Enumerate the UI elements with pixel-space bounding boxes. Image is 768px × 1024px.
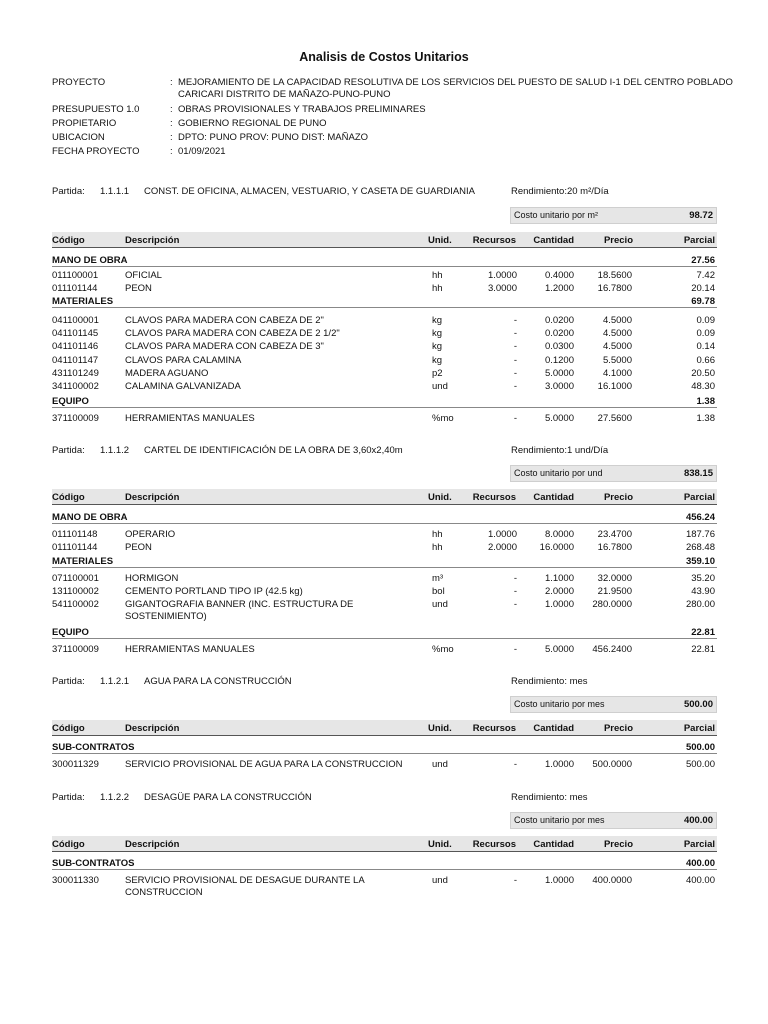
cell-codigo: 041101147 bbox=[52, 355, 99, 366]
category-row bbox=[52, 512, 717, 524]
table-header bbox=[52, 836, 717, 852]
category-name: SUB-CONTRATOS bbox=[52, 858, 135, 869]
cell-parcial: 1.38 bbox=[696, 413, 715, 424]
cell-precio: 27.5600 bbox=[597, 413, 632, 424]
header-colon: : bbox=[170, 77, 173, 88]
table-header bbox=[52, 232, 717, 248]
cell-parcial: 20.14 bbox=[691, 283, 715, 294]
cell-cantidad: 5.0000 bbox=[544, 644, 574, 655]
partida-code: 1.1.1.2 bbox=[100, 445, 130, 456]
cell-recursos: 1.0000 bbox=[487, 270, 517, 281]
unit-cost-box bbox=[510, 812, 717, 829]
cell-unid: hh bbox=[432, 270, 443, 281]
cell-descripcion: HERRAMIENTAS MANUALES bbox=[125, 413, 255, 424]
partida-name: CONST. DE OFICINA, ALMACEN, VESTUARIO, Y CASETA DE GUARDIANIA bbox=[144, 186, 475, 197]
cell-parcial: 7.42 bbox=[696, 270, 715, 281]
partida-rendimiento: Rendimiento: mes bbox=[511, 792, 588, 803]
cell-recursos: 1.0000 bbox=[487, 529, 517, 540]
col-recursos: Recursos bbox=[472, 723, 516, 734]
cell-precio: 4.1000 bbox=[602, 368, 632, 379]
cell-precio: 500.0000 bbox=[592, 759, 632, 770]
cell-codigo: 341100002 bbox=[52, 381, 99, 392]
cell-descripcion: OFICIAL bbox=[125, 270, 162, 281]
cell-precio: 16.1000 bbox=[597, 381, 632, 392]
cell-precio: 456.2400 bbox=[592, 644, 632, 655]
cell-precio: 23.4700 bbox=[597, 529, 632, 540]
cell-cantidad: 5.0000 bbox=[544, 368, 574, 379]
partida-rendimiento: Rendimiento:20 m²/Día bbox=[511, 186, 609, 197]
cell-recursos: - bbox=[513, 381, 517, 392]
category-total: 22.81 bbox=[691, 627, 715, 638]
col-codigo: Código bbox=[52, 492, 85, 503]
unit-cost-value: 98.72 bbox=[689, 210, 713, 221]
cell-cantidad: 1.0000 bbox=[544, 759, 574, 770]
header-value: DPTO: PUNO PROV: PUNO DIST: MAÑAZO bbox=[178, 132, 369, 143]
cell-precio: 16.7800 bbox=[597, 283, 632, 294]
partida-code: 1.1.2.2 bbox=[100, 792, 130, 803]
header-label: PROPIETARIO bbox=[52, 118, 117, 129]
document-title: Analisis de Costos Unitarios bbox=[299, 50, 469, 64]
cell-unid: %mo bbox=[432, 644, 454, 655]
cell-parcial: 268.48 bbox=[685, 542, 715, 553]
partida-name: CARTEL DE IDENTIFICACIÓN DE LA OBRA DE 3,60x2,40m bbox=[144, 445, 403, 456]
col-descripcion: Descripción bbox=[125, 235, 180, 246]
unit-cost-value: 400.00 bbox=[683, 815, 713, 826]
cell-precio: 4.5000 bbox=[602, 341, 632, 352]
col-descripcion: Descripción bbox=[125, 492, 180, 503]
partida-code: 1.1.2.1 bbox=[100, 676, 130, 687]
col-precio: Precio bbox=[603, 723, 633, 734]
col-cantidad: Cantidad bbox=[533, 723, 574, 734]
category-row bbox=[52, 627, 717, 639]
header-value: MEJORAMIENTO DE LA CAPACIDAD RESOLUTIVA DE LOS SERVICIOS DEL PUESTO DE SALUD I-1 DEL CENTRO POBLADO CARICARI DISTRITO DE MAÑAZO-PUNO-PUNO bbox=[178, 77, 733, 100]
cell-parcial: 0.66 bbox=[696, 355, 715, 366]
partida-name: AGUA PARA LA CONSTRUCCIÓN bbox=[144, 676, 292, 687]
cell-codigo: 041101146 bbox=[52, 341, 99, 352]
cell-unid: kg bbox=[432, 341, 443, 352]
cell-parcial: 0.09 bbox=[696, 328, 715, 339]
cell-descripcion: CLAVOS PARA MADERA CON CABEZA DE 2" bbox=[125, 315, 324, 326]
unit-cost-box bbox=[510, 696, 717, 713]
header-label: FECHA PROYECTO bbox=[52, 146, 140, 157]
header-label: PRESUPUESTO 1.0 bbox=[52, 104, 140, 115]
cell-parcial: 43.90 bbox=[691, 586, 715, 597]
cell-recursos: 2.0000 bbox=[487, 542, 517, 553]
category-total: 27.56 bbox=[691, 255, 715, 266]
cell-codigo: 371100009 bbox=[52, 644, 99, 655]
cell-recursos: - bbox=[513, 315, 517, 326]
cell-unid: und bbox=[432, 759, 448, 770]
table-header bbox=[52, 489, 717, 505]
cell-unid: und bbox=[432, 875, 448, 886]
cell-descripcion: OPERARIO bbox=[125, 529, 176, 540]
category-row bbox=[52, 255, 717, 267]
header-label: PROYECTO bbox=[52, 77, 106, 88]
partida-name: DESAGÜE PARA LA CONSTRUCCIÓN bbox=[144, 792, 312, 803]
col-codigo: Código bbox=[52, 235, 85, 246]
cell-precio: 32.0000 bbox=[597, 573, 632, 584]
col-codigo: Código bbox=[52, 723, 85, 734]
cell-parcial: 22.81 bbox=[691, 644, 715, 655]
cell-codigo: 041101145 bbox=[52, 328, 99, 339]
col-parcial: Parcial bbox=[683, 492, 715, 503]
header-value: 01/09/2021 bbox=[178, 146, 226, 157]
cell-descripcion: SERVICIO PROVISIONAL DE DESAGUE DURANTE LA CONSTRUCCION bbox=[125, 875, 365, 898]
cell-codigo: 011101144 bbox=[52, 283, 98, 294]
cell-recursos: - bbox=[513, 644, 517, 655]
category-row bbox=[52, 396, 717, 408]
unit-cost-box bbox=[510, 207, 717, 224]
cell-descripcion: HORMIGON bbox=[125, 573, 179, 584]
cell-precio: 280.0000 bbox=[592, 599, 632, 610]
partida-label: Partida: bbox=[52, 676, 85, 687]
cell-cantidad: 0.0200 bbox=[544, 315, 574, 326]
category-name: MATERIALES bbox=[52, 296, 114, 307]
cell-precio: 4.5000 bbox=[602, 328, 632, 339]
unit-cost-value: 500.00 bbox=[683, 699, 713, 710]
header-proyecto bbox=[52, 77, 732, 101]
cell-recursos: - bbox=[513, 413, 517, 424]
cell-codigo: 431101249 bbox=[52, 368, 99, 379]
category-row bbox=[52, 556, 717, 568]
col-unid: Unid. bbox=[428, 492, 452, 503]
cell-cantidad: 16.0000 bbox=[539, 542, 574, 553]
category-total: 500.00 bbox=[685, 742, 715, 753]
cell-cantidad: 2.0000 bbox=[544, 586, 574, 597]
category-name: MATERIALES bbox=[52, 556, 114, 567]
header-value: GOBIERNO REGIONAL DE PUNO bbox=[178, 118, 327, 129]
cell-codigo: 071100001 bbox=[52, 573, 99, 584]
cell-cantidad: 8.0000 bbox=[544, 529, 574, 540]
cell-parcial: 20.50 bbox=[691, 368, 715, 379]
unit-cost-label: Costo unitario por m² bbox=[514, 210, 599, 220]
partida-label: Partida: bbox=[52, 445, 85, 456]
cell-cantidad: 1.0000 bbox=[544, 875, 574, 886]
category-total: 456.24 bbox=[685, 512, 715, 523]
cell-unid: m³ bbox=[432, 573, 444, 584]
cell-descripcion: CLAVOS PARA CALAMINA bbox=[125, 355, 242, 366]
col-descripcion: Descripción bbox=[125, 723, 180, 734]
category-name: MANO DE OBRA bbox=[52, 255, 128, 266]
col-precio: Precio bbox=[603, 839, 633, 850]
unit-cost-label: Costo unitario por und bbox=[514, 468, 603, 478]
cell-parcial: 48.30 bbox=[691, 381, 715, 392]
header-colon: : bbox=[170, 104, 173, 115]
cell-recursos: - bbox=[513, 573, 517, 584]
cell-cantidad: 1.0000 bbox=[544, 599, 574, 610]
cell-codigo: 011101144 bbox=[52, 542, 98, 553]
cell-parcial: 187.76 bbox=[685, 529, 715, 540]
category-row bbox=[52, 742, 717, 754]
cell-codigo: 300011330 bbox=[52, 875, 99, 886]
cell-recursos: - bbox=[513, 328, 517, 339]
cell-descripcion: PEON bbox=[125, 283, 152, 294]
cell-cantidad: 0.4000 bbox=[544, 270, 574, 281]
cell-unid: kg bbox=[432, 315, 443, 326]
header-value: OBRAS PROVISIONALES Y TRABAJOS PRELIMINARES bbox=[178, 104, 426, 115]
cell-parcial: 0.14 bbox=[696, 341, 715, 352]
cell-descripcion: CLAVOS PARA MADERA CON CABEZA DE 2 1/2" bbox=[125, 328, 340, 339]
col-cantidad: Cantidad bbox=[533, 492, 574, 503]
header-colon: : bbox=[170, 132, 173, 143]
col-recursos: Recursos bbox=[472, 492, 516, 503]
col-parcial: Parcial bbox=[683, 723, 715, 734]
cell-recursos: - bbox=[513, 875, 517, 886]
cell-recursos: - bbox=[513, 759, 517, 770]
cell-cantidad: 0.1200 bbox=[544, 355, 574, 366]
cell-parcial: 280.00 bbox=[685, 599, 715, 610]
category-name: EQUIPO bbox=[52, 627, 89, 638]
col-codigo: Código bbox=[52, 839, 85, 850]
unit-cost-label: Costo unitario por mes bbox=[514, 699, 605, 709]
col-recursos: Recursos bbox=[472, 235, 516, 246]
header-label: UBICACION bbox=[52, 132, 105, 143]
cell-cantidad: 3.0000 bbox=[544, 381, 574, 392]
col-cantidad: Cantidad bbox=[533, 235, 574, 246]
cell-recursos: - bbox=[513, 368, 517, 379]
partida-code: 1.1.1.1 bbox=[100, 186, 130, 197]
category-name: SUB-CONTRATOS bbox=[52, 742, 135, 753]
partida-label: Partida: bbox=[52, 792, 85, 803]
table-header bbox=[52, 720, 717, 736]
cell-unid: kg bbox=[432, 355, 443, 366]
cell-unid: %mo bbox=[432, 413, 454, 424]
cell-recursos: - bbox=[513, 355, 517, 366]
col-unid: Unid. bbox=[428, 235, 452, 246]
cell-precio: 21.9500 bbox=[597, 586, 632, 597]
col-precio: Precio bbox=[603, 235, 633, 246]
unit-cost-box bbox=[510, 465, 717, 482]
category-row bbox=[52, 858, 717, 870]
cell-descripcion: HERRAMIENTAS MANUALES bbox=[125, 644, 255, 655]
cell-unid: und bbox=[432, 599, 448, 610]
cell-codigo: 541100002 bbox=[52, 599, 99, 610]
cell-codigo: 011101148 bbox=[52, 529, 98, 540]
cell-unid: bol bbox=[432, 586, 445, 597]
cell-unid: hh bbox=[432, 529, 443, 540]
header-colon: : bbox=[170, 118, 173, 129]
cell-parcial: 400.00 bbox=[685, 875, 715, 886]
cell-recursos: - bbox=[513, 586, 517, 597]
cell-descripcion: SERVICIO PROVISIONAL DE AGUA PARA LA CONSTRUCCION bbox=[125, 759, 403, 770]
cell-parcial: 0.09 bbox=[696, 315, 715, 326]
cell-codigo: 011100001 bbox=[52, 270, 99, 281]
cell-precio: 16.7800 bbox=[597, 542, 632, 553]
cell-unid: hh bbox=[432, 283, 443, 294]
cell-precio: 5.5000 bbox=[602, 355, 632, 366]
cell-cantidad: 1.1000 bbox=[544, 573, 574, 584]
cell-recursos: 3.0000 bbox=[487, 283, 517, 294]
unit-cost-value: 838.15 bbox=[683, 468, 713, 479]
cell-codigo: 300011329 bbox=[52, 759, 99, 770]
category-total: 69.78 bbox=[691, 296, 715, 307]
unit-cost-label: Costo unitario por mes bbox=[514, 815, 605, 825]
cell-unid: p2 bbox=[432, 368, 443, 379]
cell-codigo: 041100001 bbox=[52, 315, 99, 326]
cell-unid: hh bbox=[432, 542, 443, 553]
cell-cantidad: 1.2000 bbox=[544, 283, 574, 294]
category-name: MANO DE OBRA bbox=[52, 512, 128, 523]
cell-descripcion: CLAVOS PARA MADERA CON CABEZA DE 3" bbox=[125, 341, 324, 352]
cell-cantidad: 0.0200 bbox=[544, 328, 574, 339]
cell-parcial: 500.00 bbox=[685, 759, 715, 770]
cell-unid: kg bbox=[432, 328, 443, 339]
category-total: 1.38 bbox=[696, 396, 715, 407]
cell-descripcion: MADERA AGUANO bbox=[125, 368, 209, 379]
cell-recursos: - bbox=[513, 341, 517, 352]
cell-codigo: 371100009 bbox=[52, 413, 99, 424]
category-row bbox=[52, 296, 717, 308]
cell-descripcion: CEMENTO PORTLAND TIPO IP (42.5 kg) bbox=[125, 586, 303, 597]
partida-label: Partida: bbox=[52, 186, 85, 197]
partida-rendimiento: Rendimiento: mes bbox=[511, 676, 588, 687]
category-name: EQUIPO bbox=[52, 396, 89, 407]
col-parcial: Parcial bbox=[683, 235, 715, 246]
cell-unid: und bbox=[432, 381, 448, 392]
category-total: 400.00 bbox=[685, 858, 715, 869]
col-unid: Unid. bbox=[428, 839, 452, 850]
cell-precio: 400.0000 bbox=[592, 875, 632, 886]
col-recursos: Recursos bbox=[472, 839, 516, 850]
cell-codigo: 131100002 bbox=[52, 586, 99, 597]
col-unid: Unid. bbox=[428, 723, 452, 734]
cell-descripcion: CALAMINA GALVANIZADA bbox=[125, 381, 241, 392]
cell-cantidad: 5.0000 bbox=[544, 413, 574, 424]
col-precio: Precio bbox=[603, 492, 633, 503]
cell-precio: 18.5600 bbox=[597, 270, 632, 281]
col-cantidad: Cantidad bbox=[533, 839, 574, 850]
cell-descripcion: PEON bbox=[125, 542, 152, 553]
cell-recursos: - bbox=[513, 599, 517, 610]
cell-cantidad: 0.0300 bbox=[544, 341, 574, 352]
cell-parcial: 35.20 bbox=[691, 573, 715, 584]
partida-rendimiento: Rendimiento:1 und/Día bbox=[511, 445, 609, 456]
category-total: 359.10 bbox=[685, 556, 715, 567]
col-descripcion: Descripción bbox=[125, 839, 180, 850]
cell-descripcion: GIGANTOGRAFIA BANNER (INC. ESTRUCTURA DE SOSTENIMIENTO) bbox=[125, 599, 354, 622]
header-colon: : bbox=[170, 146, 173, 157]
cell-precio: 4.5000 bbox=[602, 315, 632, 326]
col-parcial: Parcial bbox=[683, 839, 715, 850]
